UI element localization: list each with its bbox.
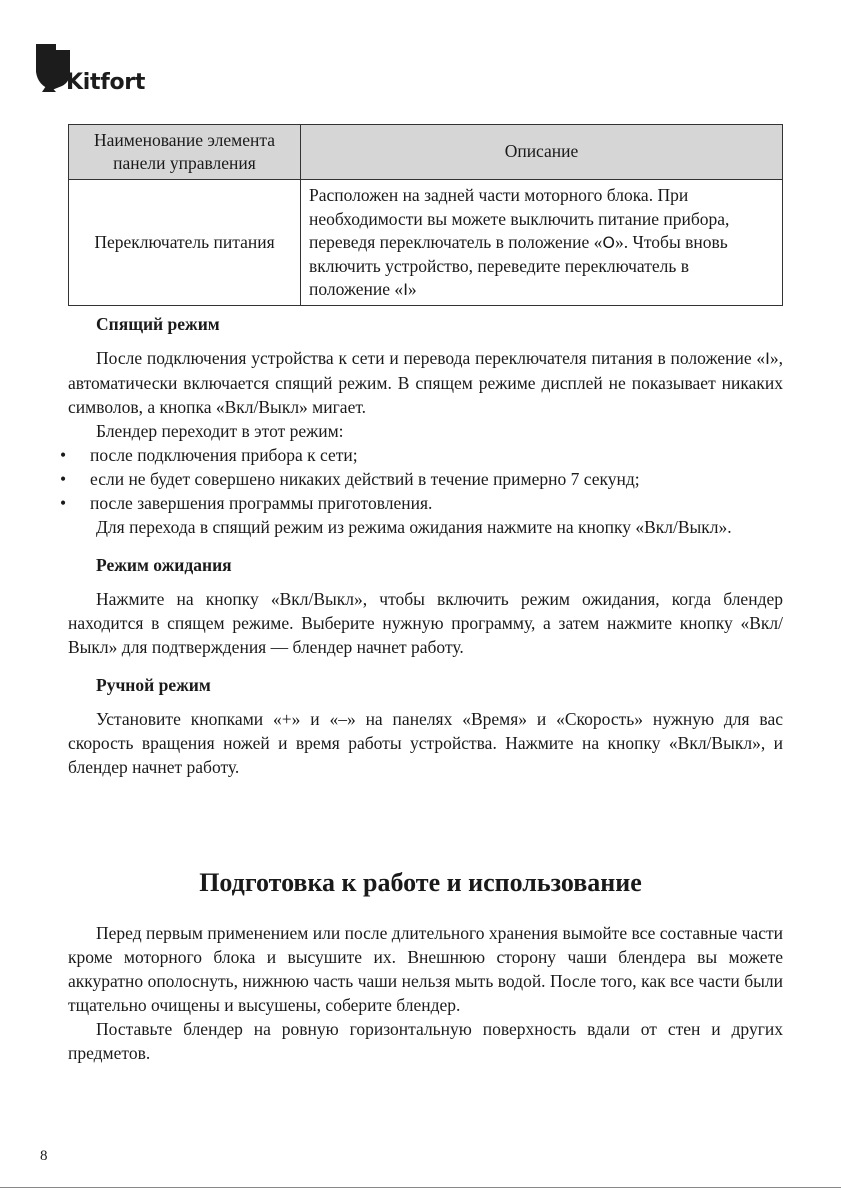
table-row [69,180,783,306]
sleep-text: », автоматически включается спящий режим. В спящем режиме дисплей не показывает никаких символов, а кнопка «Вкл/Выкл» мигает. [68,348,783,417]
brand-name: Kitfort [66,70,146,95]
standby-mode-heading: Режим ожидания [96,555,232,575]
table-header-element-name: Наименование элемента панели управления [69,125,301,180]
sleep-mode-heading: Спящий режим [96,314,220,334]
table-cell-description [301,180,783,306]
sleep-paragraph: Для перехода в спящий режим из режима ожидания нажмите на кнопку «Вкл/Выкл». [96,517,732,537]
preparation-section [68,921,783,1065]
table-header-row [69,125,783,180]
on-symbol: I [765,349,770,368]
off-symbol: O [602,233,616,252]
modes-section [68,312,783,779]
description-text: ». Чтобы вновь включить устройство, переведите переключатель в положение « [309,232,728,299]
control-panel-table [68,124,783,306]
on-symbol: I [403,280,408,299]
manual-paragraph: Установите кнопками «+» и «–» на панелях «Время» и «Скорость» нужную для вас скорость вращения ножей и время работы устройства. Нажмите на кнопку «Вкл/Выкл», и блендер начнет работу. [68,709,783,777]
preparation-paragraph: Перед первым применением или после длительного хранения вымойте все составные части кроме моторного блока и высушите их. Внешнюю сторону чаши блендера вы можете аккуратно ополоснуть, нижнюю часть чаши нельзя мыть водой. После того, как все части были тщательно очищены и высушены, соберите блендер. [68,923,783,1015]
sleep-text: После подключения устройства к сети и перевода переключателя питания в положение « [96,348,766,368]
list-item: • если не будет совершено никаких действий в течение примерно 7 секунд; [62,467,783,491]
kitfort-logo [34,42,154,98]
table-header-description: Описание [301,125,783,180]
standby-paragraph: Нажмите на кнопку «Вкл/Выкл», чтобы включить режим ожидания, когда блендер находится в спящем режиме. Выберите нужную программу, а затем нажмите кнопку «Вкл/Выкл» для подтверждения — блендер начнет работу. [68,589,783,657]
sleep-paragraph [68,346,783,419]
sleep-bullet-list [68,443,783,515]
bottom-divider [0,1187,841,1188]
section-title: Подготовка к работе и использование [199,868,642,897]
manual-mode-heading: Ручной режим [96,675,211,695]
description-text: Расположен на задней части моторного блока. При необходимости вы можете выключить питание прибора, переведя переключатель в положение « [309,185,730,252]
list-item: • после завершения программы приготовления. [62,491,783,515]
description-text: » [407,279,417,299]
list-item: • после подключения прибора к сети; [62,443,783,467]
table-cell-name: Переключатель питания [69,180,301,306]
preparation-paragraph: Поставьте блендер на ровную горизонтальную поверхность вдали от стен и других предметов. [68,1019,783,1063]
sleep-paragraph: Блендер переходит в этот режим: [96,421,344,441]
page-number: 8 [40,1148,48,1164]
